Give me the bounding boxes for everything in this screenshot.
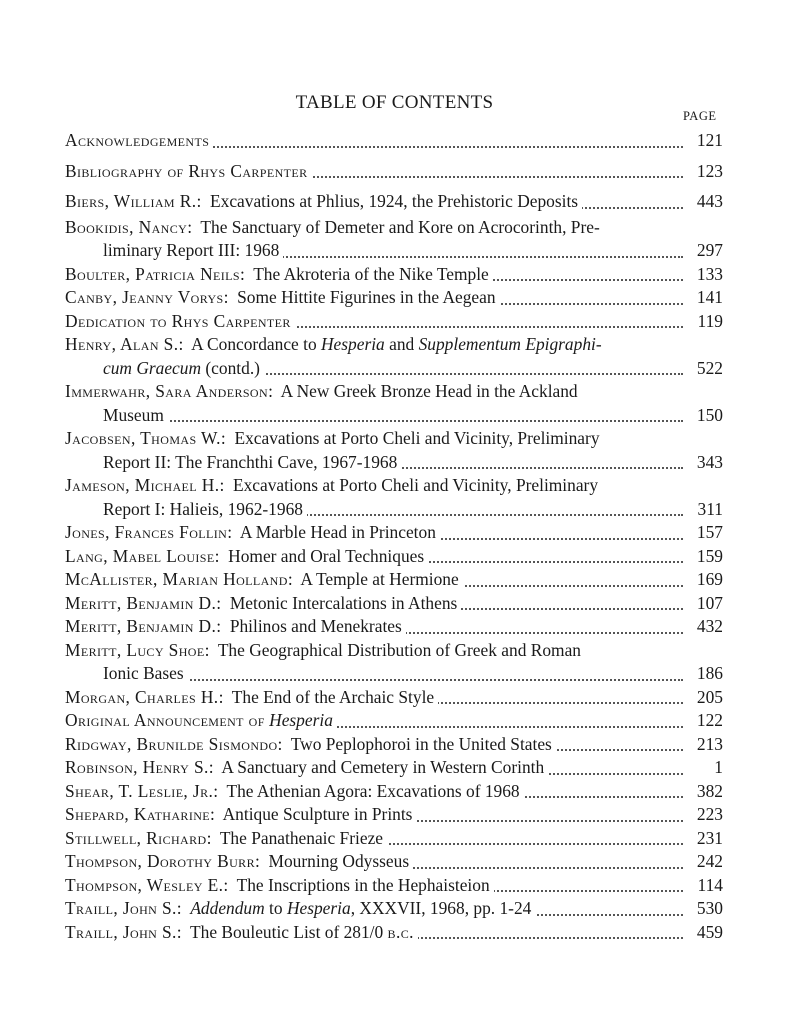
entry-title: Acknowledgements: [65, 130, 213, 150]
page-number: 169: [696, 569, 723, 589]
toc-entry[interactable]: Meritt, Benjamin D.: Metonic Intercalations in Athens 107: [65, 592, 723, 616]
toc-entry[interactable]: Boulter, Patricia Neils: The Akroteria of the Nike Temple 133: [65, 263, 723, 287]
page-number: 311: [697, 498, 723, 519]
page-column-label: PAGE: [683, 109, 717, 123]
page-number: 205: [696, 686, 723, 707]
toc-entry[interactable]: Bookidis, Nancy: The Sanctuary of Demeter and Kore on Acrocorinth, Pre- liminary Report III: 1968 297: [65, 216, 723, 263]
page-number: 297: [696, 240, 723, 260]
toc-entry[interactable]: Shear, T. Leslie, Jr.: The Athenian Agora: Excavations of 1968 382: [65, 780, 723, 804]
entry-author: Jacobsen, Thomas W.: [65, 428, 221, 448]
entry-title: A Temple at Hermione: [300, 569, 459, 589]
page-number: 522: [696, 357, 723, 378]
toc-entry[interactable]: Thompson, Dorothy Burr: Mourning Odysseus 242: [65, 850, 723, 874]
page-number: 530: [696, 898, 723, 918]
entry-title: Philinos and Menekrates: [229, 616, 402, 636]
toc-entry[interactable]: Jameson, Michael H.: Excavations at Porto Cheli and Vicinity, Preliminary Report I: Halieis, 1962-1968 311: [65, 474, 723, 521]
page-number: 213: [696, 733, 723, 754]
entry-title: Some Hittite Figurines in the Aegean: [237, 287, 496, 307]
toc-entry[interactable]: Traill, John S.: Addendum to Hesperia, XXXVII, 1968, pp. 1-24 530: [65, 897, 723, 921]
page-number: 343: [696, 451, 723, 472]
page-number: 150: [696, 404, 723, 425]
entry-author: Meritt, Lucy Shoe: [65, 639, 205, 660]
page-number: 443: [696, 191, 723, 211]
toc-entry[interactable]: Immerwahr, Sara Anderson: A New Greek Bronze Head in the Ackland Museum 150: [65, 380, 723, 427]
page-number: 121: [696, 130, 723, 150]
entry-title: to: [264, 898, 287, 918]
page-number: 432: [696, 616, 723, 636]
page-number: 382: [696, 780, 723, 801]
toc-entry[interactable]: [65, 310, 723, 334]
entry-title-italic: Supplementum Epigraphi-: [418, 334, 602, 354]
entry-title: Metonic Intercalations in Athens: [229, 592, 458, 613]
page-number: 133: [696, 263, 723, 284]
page-number: 157: [696, 522, 723, 542]
entry-title: The Inscriptions in the Hephaisteion: [236, 874, 490, 895]
toc-entry[interactable]: Thompson, Wesley E.: The Inscriptions in the Hephaisteion 114: [65, 874, 723, 898]
entry-title: A New Greek Bronze Head in the Ackland: [280, 381, 578, 401]
entry-title: Bibliography of Rhys Carpenter: [65, 161, 312, 181]
entry-author: Shepard, Katharine: [65, 804, 211, 824]
page-title: TABLE OF CONTENTS: [295, 92, 494, 113]
entry-title: Excavations at Porto Cheli and Vicinity, Preliminary: [234, 428, 600, 448]
toc-entry[interactable]: Biers, William R.: Excavations at Phlius, 1924, the Prehistoric Deposits 443: [65, 190, 723, 214]
entry-title-cont: liminary Report III: 1968: [103, 240, 283, 260]
entry-title: Mourning Odysseus: [268, 851, 410, 871]
entry-author: Bookidis, Nancy: [65, 216, 188, 237]
entry-title-cont: Report I: Halieis, 1962-1968: [103, 499, 307, 519]
page-number: 141: [696, 287, 723, 307]
entry-author: Meritt, Benjamin D.: [65, 616, 217, 636]
toc-entry[interactable]: Meritt, Lucy Shoe: The Geographical Distribution of Greek and Roman Ionic Bases 186: [65, 639, 723, 686]
entry-title: Homer and Oral Techniques: [228, 545, 425, 566]
toc-entry[interactable]: [65, 160, 723, 184]
entry-title: Antique Sculpture in Prints: [222, 804, 413, 824]
entry-author: Thompson, Dorothy Burr: [65, 851, 255, 871]
toc-entry[interactable]: Canby, Jeanny Vorys: Some Hittite Figurines in the Aegean 141: [65, 286, 723, 310]
entry-title-italic: Addendum: [190, 898, 265, 918]
page-number: 159: [696, 545, 723, 566]
entry-title: A Concordance to: [191, 334, 321, 354]
toc-entry[interactable]: Meritt, Benjamin D.: Philinos and Menekrates 432: [65, 615, 723, 639]
entry-title: Original Announcement of: [65, 710, 265, 730]
toc-entry[interactable]: [65, 709, 723, 733]
page-number: 1: [714, 757, 723, 777]
entry-author: Lang, Mabel Louise: [65, 545, 215, 566]
toc-entry[interactable]: Stillwell, Richard: The Panathenaic Frieze 231: [65, 827, 723, 851]
entry-author: Thompson, Wesley E.: [65, 874, 224, 895]
entry-title-cont: (contd.): [201, 357, 260, 378]
entry-title-cont: Museum: [103, 405, 168, 425]
toc-entry[interactable]: Lang, Mabel Louise: Homer and Oral Techniques 159: [65, 545, 723, 569]
entry-title: The Geographical Distribution of Greek and Roman: [217, 639, 581, 660]
toc-entry[interactable]: Henry, Alan S.: A Concordance to Hesperia and Supplementum Epigraphi- cum Graecum (contd.) 522: [65, 333, 723, 380]
entry-title-cont: Report II: The Franchthi Cave, 1967-1968: [103, 452, 401, 472]
entry-title-era: b.c.: [387, 921, 414, 942]
entry-title-cont: Ionic Bases: [103, 663, 188, 683]
entry-author: Jones, Frances Follin: [65, 522, 228, 542]
entry-author: Ridgway, Brunilde Sismondo: [65, 733, 278, 754]
entry-title: , XXXVII, 1968, pp. 1-24: [350, 898, 532, 918]
entry-title: A Marble Head in Princeton: [239, 522, 436, 542]
toc-entry[interactable]: Jacobsen, Thomas W.: Excavations at Porto Cheli and Vicinity, Preliminary Report II: The Franchthi Cave, 1967-1968 343: [65, 427, 723, 474]
toc-entry[interactable]: Shepard, Katharine: Antique Sculpture in Prints 223: [65, 803, 723, 827]
page-number: 122: [696, 710, 723, 730]
page-number: 231: [696, 827, 723, 848]
entry-title: The Bouleutic List of 281/0: [190, 921, 388, 942]
entry-author: Henry, Alan S.: [65, 334, 179, 354]
toc-entry[interactable]: Jones, Frances Follin: A Marble Head in Princeton 157: [65, 521, 723, 545]
table-of-contents: [65, 129, 723, 944]
entry-author: Biers, William R.: [65, 191, 197, 211]
entry-title: The Athenian Agora: Excavations of 1968: [226, 780, 520, 801]
page-number: 223: [696, 804, 723, 824]
entry-title: Excavations at Phlius, 1924, the Prehistoric Deposits: [210, 191, 579, 211]
page-number: 123: [696, 160, 723, 181]
entry-author: Shear, T. Leslie, Jr.: [65, 780, 214, 801]
entry-title-italic: Hesperia: [286, 898, 351, 918]
entry-author: Immerwahr, Sara Anderson: [65, 381, 269, 401]
entry-title: The Sanctuary of Demeter and Kore on Acrocorinth, Pre-: [200, 216, 600, 237]
page-number: 242: [696, 851, 723, 871]
entry-author: Traill, John S.: [65, 898, 177, 918]
entry-title: A Sanctuary and Cemetery in Western Corinth: [221, 757, 545, 777]
page-number: 107: [696, 592, 723, 613]
toc-entry[interactable]: McAllister, Marian Holland: A Temple at Hermione 169: [65, 568, 723, 592]
entry-title: Dedication to Rhys Carpenter: [65, 311, 295, 331]
toc-entry[interactable]: Robinson, Henry S.: A Sanctuary and Cemetery in Western Corinth 1: [65, 756, 723, 780]
entry-author: Morgan, Charles H.: [65, 686, 219, 707]
toc-entry[interactable]: Morgan, Charles H.: The End of the Archaic Style 205: [65, 686, 723, 710]
entry-title: and: [384, 334, 419, 354]
entry-title: The Akroteria of the Nike Temple: [253, 263, 489, 284]
entry-title-italic: Hesperia: [321, 334, 385, 354]
entry-author: Boulter, Patricia Neils: [65, 263, 240, 284]
toc-entry[interactable]: [65, 129, 723, 153]
page-number: 119: [697, 310, 723, 331]
entry-title-italic: Hesperia: [269, 710, 333, 730]
toc-entry[interactable]: Ridgway, Brunilde Sismondo: Two Peplophoroi in the United States 213: [65, 733, 723, 757]
page-number: 114: [697, 874, 723, 895]
entry-author: Stillwell, Richard: [65, 827, 207, 848]
entry-title: Two Peplophoroi in the United States: [290, 733, 552, 754]
entry-title: Excavations at Porto Cheli and Vicinity, Preliminary: [232, 475, 599, 495]
entry-title-italic: cum Graecum: [103, 357, 202, 378]
page-number: 459: [696, 921, 723, 942]
toc-entry[interactable]: Traill, John S.: The Bouleutic List of 281/0 b.c. 459: [65, 921, 723, 945]
entry-author: Canby, Jeanny Vorys: [65, 287, 224, 307]
entry-author: Jameson, Michael H.: [65, 475, 220, 495]
entry-author: Robinson, Henry S.: [65, 757, 209, 777]
entry-author: Meritt, Benjamin D.: [65, 592, 217, 613]
entry-author: Traill, John S.: [65, 921, 177, 942]
page-number: 186: [696, 663, 723, 683]
entry-author: McAllister, Marian Holland: [65, 569, 288, 589]
entry-title: The End of the Archaic Style: [231, 686, 435, 707]
entry-title: The Panathenaic Frieze: [219, 827, 384, 848]
